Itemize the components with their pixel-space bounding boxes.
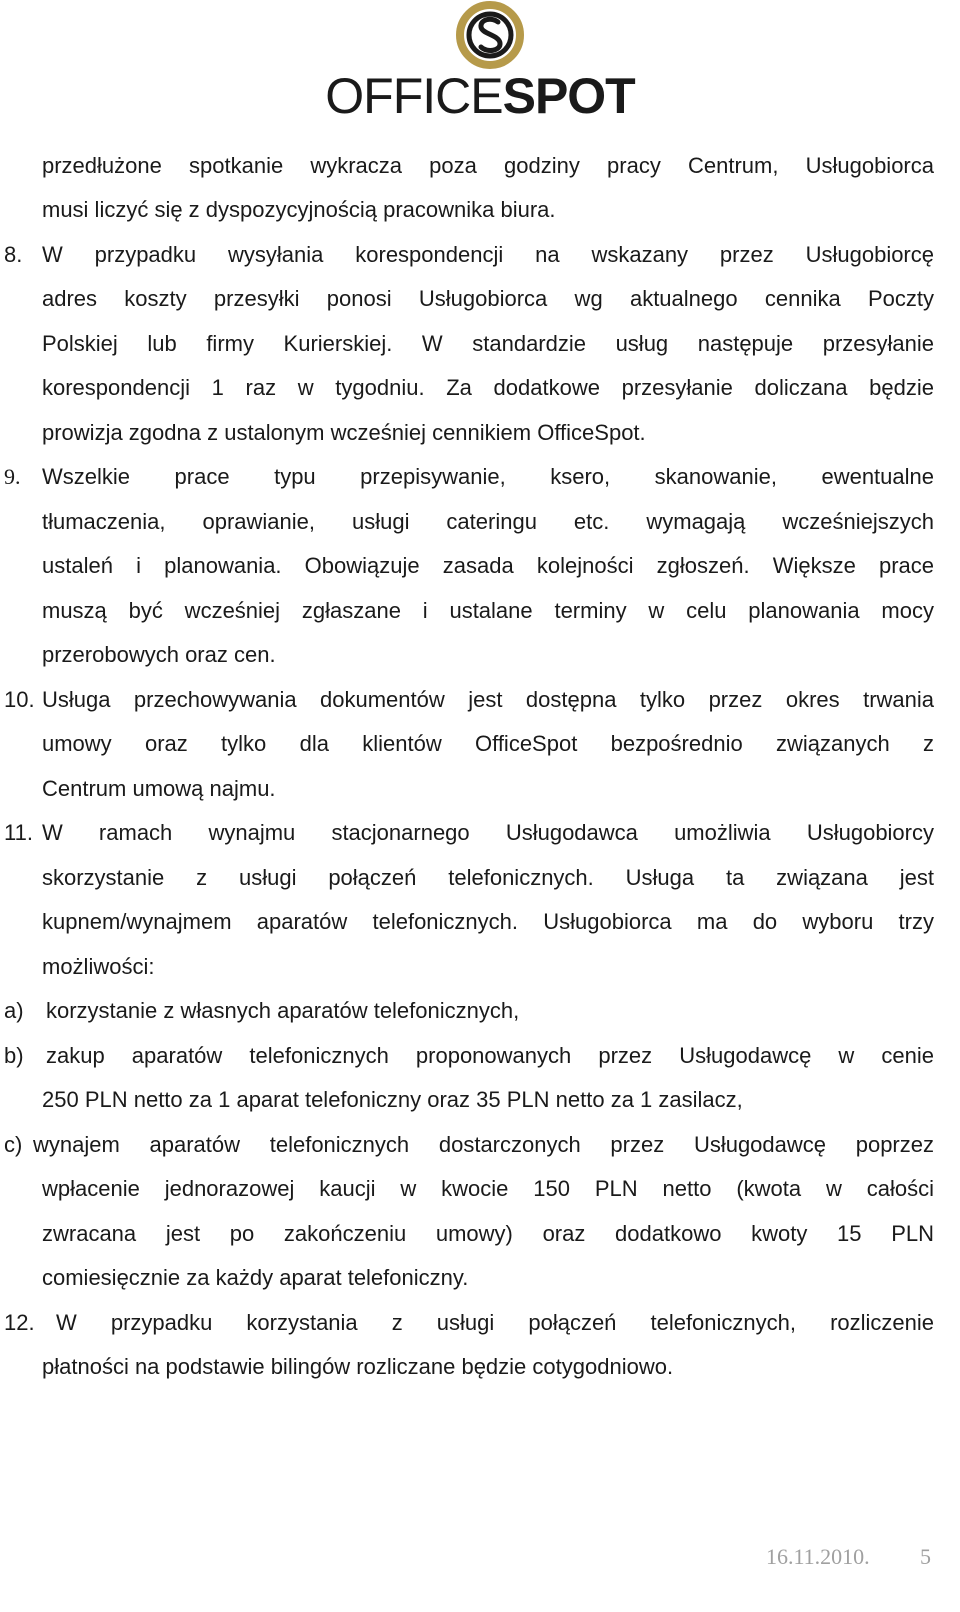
item-number: 9. [4,464,21,489]
page-footer [766,1544,931,1570]
officespot-logo [0,0,960,130]
item-letter: b) [4,1043,24,1068]
item-number: 8. [4,242,23,267]
footer-date: 16.11.2010. [766,1544,870,1569]
logo-word-office: OFFICE [325,68,503,124]
logo-wordmark [0,70,960,122]
logo-emblem-icon [0,0,960,70]
page-number: 5 [920,1544,931,1569]
item-number: 11. [4,820,33,845]
item-letter: c) [4,1132,23,1157]
item-number: 10. [4,687,35,712]
logo-word-spot: SPOT [502,68,635,124]
item-letter: a) [4,998,24,1023]
item-number: 12. [4,1310,35,1335]
